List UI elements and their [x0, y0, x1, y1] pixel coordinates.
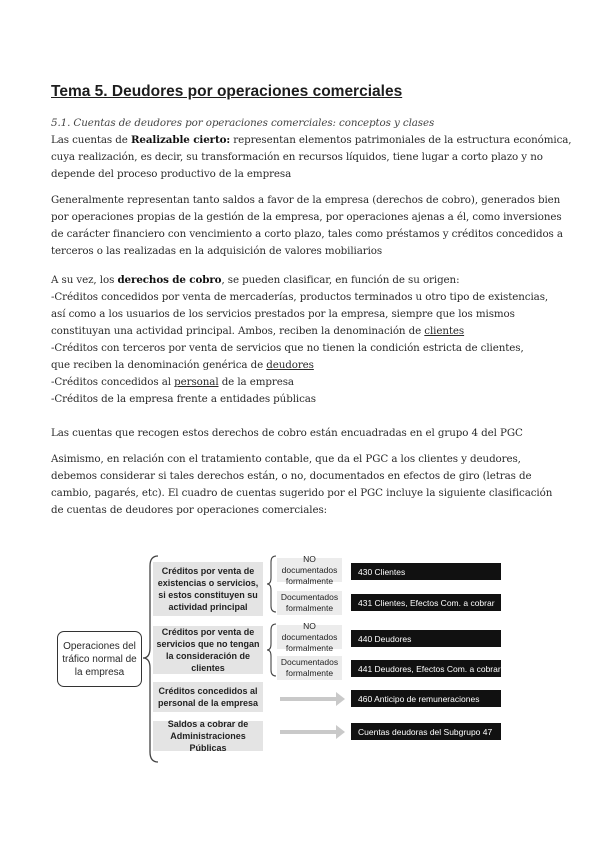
p3-line-1: A su vez, los derechos de cobro, se pueden clasificar, en función de su origen: — [51, 274, 460, 286]
account-47: Cuentas deudoras del Subgrupo 47 — [351, 723, 501, 740]
p3-line-8: -Créditos de la empresa frente a entidades públicas — [51, 393, 316, 405]
arrow-personal — [280, 692, 345, 706]
p2-line-4: terceros o las realizadas en la adquisición de valores mobiliarios — [51, 245, 383, 257]
main-operations-box: Operaciones del tráfico normal de la empresa — [57, 631, 142, 687]
account-460: 460 Anticipo de remuneraciones — [351, 690, 501, 707]
p3-line-5: -Créditos con terceros por venta de servicios que no tienen la condición estricta de clientes, — [51, 342, 524, 354]
documentados-2: Documentados formalmente — [277, 656, 342, 680]
p2-line-2: por operaciones propias de la gestión de la empresa, por operaciones ajenas a él, como inversiones — [51, 211, 562, 223]
p1-line-1: Las cuentas de Realizable cierto: representan elementos patrimoniales de la estructura económica, — [51, 134, 572, 146]
account-431: 431 Clientes, Efectos Com. a cobrar — [351, 594, 501, 611]
p3-line-4: constituyan una actividad principal. Ambos, reciben la denominación de clientes — [51, 325, 465, 337]
account-440: 440 Deudores — [351, 630, 501, 647]
p3-line-2: -Créditos concedidos por venta de mercaderías, productos terminados u otro tipo de existencias, — [51, 291, 549, 303]
p5-line-3: cambio, pagarés, etc). El cuadro de cuentas sugerido por el PGC incluye la siguiente clasificación — [51, 487, 553, 499]
no-documentados-1: NO documentados formalmente — [277, 558, 342, 582]
p4-line-1: Las cuentas que recogen estos derechos de cobro están encuadradas en el grupo 4 del PGC — [51, 427, 523, 439]
category-personal: Créditos concedidos al personal de la empresa — [153, 682, 263, 712]
category-administraciones: Saldos a cobrar de Administraciones Públicas — [153, 721, 263, 751]
brace-2 — [267, 624, 276, 676]
account-441: 441 Deudores, Efectos Com. a cobrar — [351, 660, 501, 677]
p1-line-2: cuya realización, es decir, su transformación en recursos líquidos, tiene lugar a corto plazo y no — [51, 151, 543, 163]
p1-line-3: depende del proceso productivo de la empresa — [51, 168, 292, 180]
p5-line-2: debemos considerar si tales derechos están, o no, documentados en efectos de giro (letras de — [51, 470, 532, 482]
page-title: Tema 5. Deudores por operaciones comerciales — [51, 83, 403, 100]
documentados-1: Documentados formalmente — [277, 591, 342, 615]
p5-line-1: Asimismo, en relación con el tratamiento contable, que da el PGC a los clientes y deudores, — [51, 453, 521, 465]
p2-line-3: de carácter financiero con vencimiento a corto plazo, tales como préstamos y créditos concedidos a — [51, 228, 563, 240]
brace-1 — [267, 556, 276, 612]
p3-line-3: así como a los usuarios de los servicios prestados por la empresa, siempre que los mismos — [51, 308, 515, 320]
account-430: 430 Clientes — [351, 563, 501, 580]
category-deudores: Créditos por venta de servicios que no tengan la consideración de clientes — [153, 626, 263, 674]
arrows — [280, 692, 345, 739]
p3-line-6: que reciben la denominación genérica de deudores — [51, 359, 314, 371]
p3-line-7: -Créditos concedidos al personal de la empresa — [51, 376, 294, 388]
p2-line-1: Generalmente representan tanto saldos a favor de la empresa (derechos de cobro), generados bien — [51, 194, 561, 206]
subtitle: 5.1. Cuentas de deudores por operaciones comerciales: conceptos y clases — [51, 117, 435, 129]
p5-line-4: de cuentas de deudores por operaciones comerciales: — [51, 504, 328, 516]
no-documentados-2: NO documentados formalmente — [277, 625, 342, 649]
arrow-administraciones — [280, 725, 345, 739]
category-clientes: Créditos por venta de existencias o servicios, si estos constituyen su actividad principal — [153, 562, 263, 616]
